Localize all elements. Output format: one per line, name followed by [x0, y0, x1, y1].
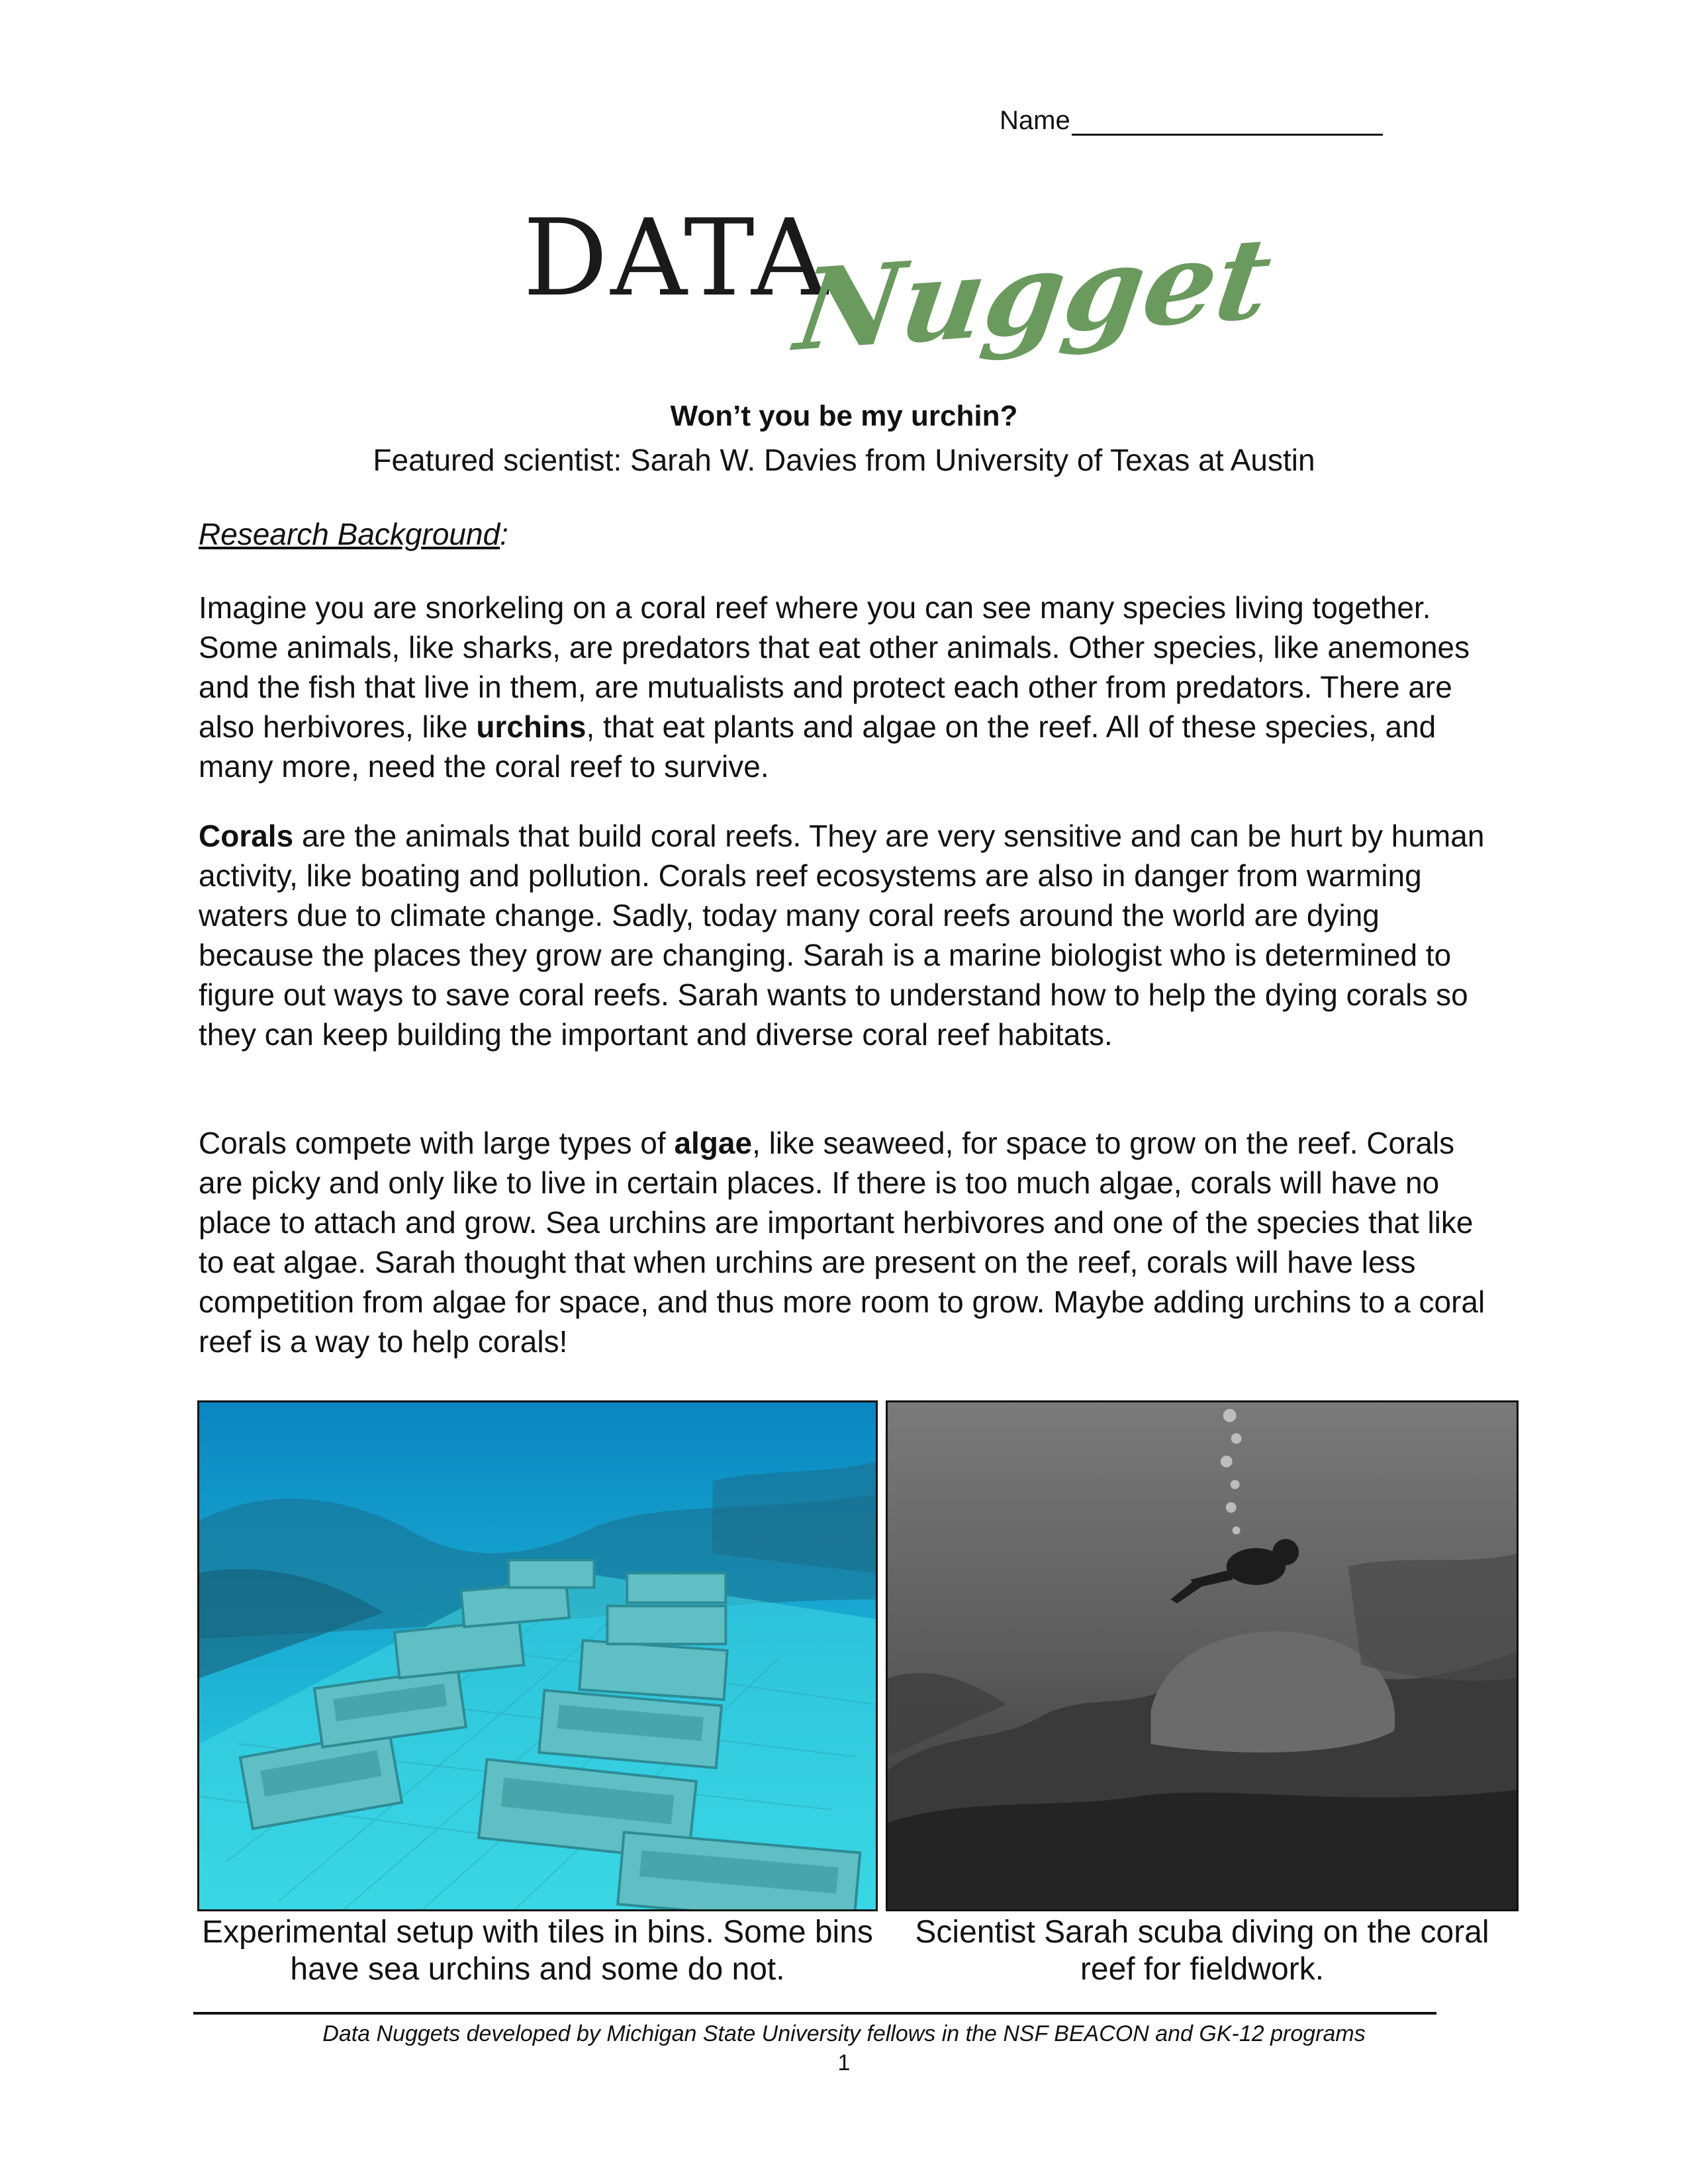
- footer-divider: [193, 2012, 1436, 2015]
- paragraph-1-text-b: , that eat plants and algae on the reef. All of these species, and many more, need the coral reef to survive.: [199, 709, 1436, 784]
- paragraph-1-text-a: Imagine you are snorkeling on a coral reef where you can see many species living together. Some animals, like sharks, are predators that eat other animals. Other species, like anemones and the fish that live in them, are mutualists and protect each other from predators. There are also herbivores, like: [199, 590, 1470, 744]
- figure-caption-left: Experimental setup with tiles in bins. Some bins have sea urchins and some do not.: [202, 1915, 873, 1987]
- name-blank-line[interactable]: [1072, 107, 1383, 136]
- logo-word-nugget: Nugget: [788, 212, 1280, 377]
- paragraph-2: [199, 816, 1496, 1054]
- data-nugget-logo: [516, 192, 1280, 377]
- experimental-setup-illustration: [199, 1402, 876, 1909]
- featured-scientist: Featured scientist: Sarah W. Davies from University of Texas at Austin: [373, 443, 1315, 477]
- section-heading-colon: :: [500, 517, 508, 551]
- name-label: Name: [1000, 106, 1070, 135]
- scuba-diver-illustration: [888, 1402, 1517, 1909]
- name-field[interactable]: [1000, 106, 1383, 136]
- section-heading-text: Research Background: [199, 517, 500, 551]
- scientist-diving-photo: [886, 1400, 1519, 1911]
- paragraph-2-text: are the animals that build coral reefs. They are very sensitive and can be hurt by human activity, like boating and pollution. Corals reef ecosystems are also in danger from warming waters due to climate change. Sadly, today many coral reefs around the world are dying because the places they grow are changing. Sarah is a marine biologist who is determined to figure out ways to save coral reefs. Sarah wants to understand how to help the dying corals so they can keep building the important and diverse coral reef habitats.: [199, 819, 1485, 1052]
- paragraph-1-term: urchins: [476, 709, 586, 744]
- figure-caption-right: Scientist Sarah scuba diving on the coral reef for fieldwork.: [915, 1915, 1489, 1987]
- section-heading: [199, 516, 508, 552]
- paragraph-3: [199, 1123, 1496, 1361]
- page-number: 1: [837, 2050, 851, 2075]
- paragraph-3-term: algae: [674, 1126, 753, 1160]
- paragraph-2-term: Corals: [199, 819, 294, 853]
- paragraph-3-text-a: Corals compete with large types of: [199, 1126, 675, 1160]
- paragraph-1: [199, 588, 1496, 786]
- experimental-setup-photo: [197, 1400, 878, 1911]
- page-title: Won’t you be my urchin?: [670, 400, 1018, 432]
- logo-word-data: DATA: [523, 196, 831, 320]
- footer-credit: Data Nuggets developed by Michigan State University fellows in the NSF BEACON and GK-12 programs: [322, 2021, 1366, 2046]
- paragraph-3-text-b: , like seaweed, for space to grow on the reef. Corals are picky and only like to live in certain places. If there is too much algae, corals will have no place to attach and grow. Sea urchins are important herbivores and one of the species that like to eat algae. Sarah thought that when urchins are present on the reef, corals will have less competition from algae for space, and thus more room to grow. Maybe adding urchins to a coral reef is a way to help corals!: [199, 1126, 1485, 1359]
